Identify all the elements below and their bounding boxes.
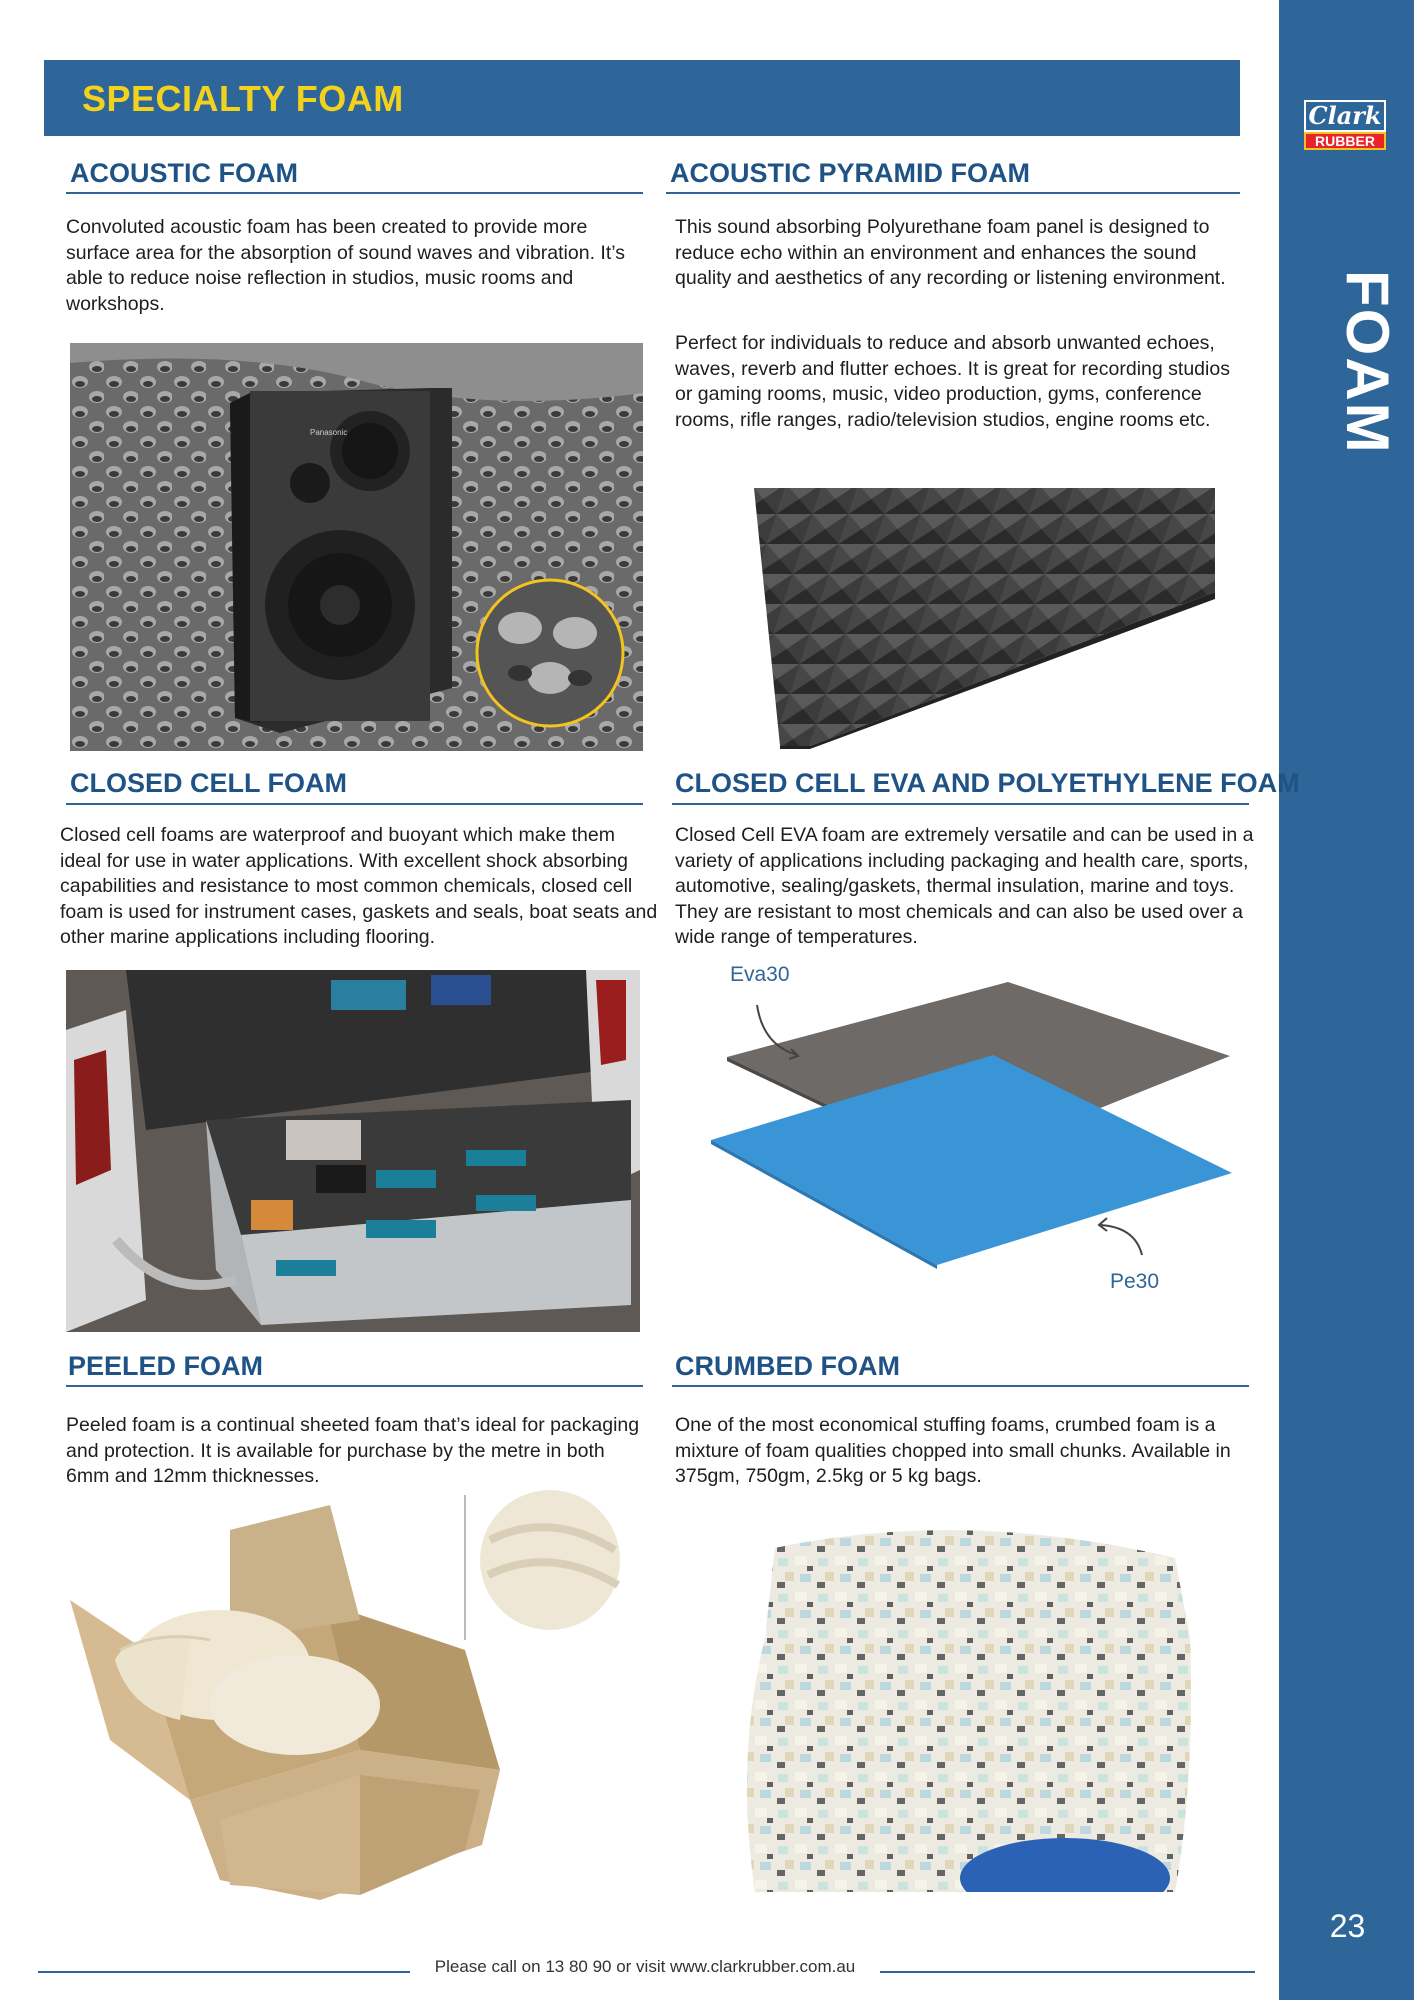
acoustic-text: Convoluted acoustic foam has been created to provide more surface area for the absorption of sound waves and vibration. It’s able to reduce noise reflection in studios, music rooms and workshops. bbox=[66, 216, 625, 315]
crumbed-foam-bag-photo bbox=[735, 1518, 1202, 1892]
page-number: 23 bbox=[1329, 1908, 1366, 1944]
page-title: SPECIALTY FOAM bbox=[82, 78, 404, 119]
section-title-peeled: PEELED FOAM bbox=[68, 1351, 264, 1381]
pyramid-text-1: This sound absorbing Polyurethane foam panel is designed to reduce echo within an environment and enhances the sound quality and aesthetics of any recording or listening environment. bbox=[675, 216, 1226, 289]
footer-contact: Please call on 13 80 90 or visit www.clarkrubber.com.au bbox=[410, 1957, 880, 1977]
pyramid-text-2: Perfect for individuals to reduce and absorb unwanted echoes, waves, reverb and flutter echoes. It is great for recording studios or gaming rooms, music, video production, gyms, conference rooms, rifle ranges, radio/television studios, engine rooms etc. bbox=[675, 332, 1230, 431]
speaker-brand: Panasonic bbox=[310, 428, 348, 437]
eva-pe-sheets-photo bbox=[705, 965, 1260, 1335]
peeled-text: Peeled foam is a continual sheeted foam that’s ideal for packaging and protection. It is available for purchase by the metre in both 6mm and 12mm thicknesses. bbox=[66, 1414, 640, 1487]
clark-rubber-logo bbox=[1304, 100, 1386, 150]
section-title-eva: CLOSED CELL EVA AND POLYETHYLENE FOAM bbox=[675, 768, 1300, 798]
section-rule bbox=[672, 803, 1249, 805]
closed-cell-text: Closed cell foams are waterproof and buoyant which make them ideal for use in water applications. With excellent shock absorbing capabilities and resistance to most common chemicals, closed cell foam is used for instrument cases, gaskets and seals, boat seats and other marine applications including flooring. bbox=[60, 824, 658, 948]
section-rule bbox=[66, 803, 643, 805]
crumbed-text: One of the most economical stuffing foams, crumbed foam is a mixture of foam qualities chopped into small chunks. Available in 375gm, 750gm, 2.5kg or 5 kg bags. bbox=[675, 1414, 1231, 1487]
peeled-foam-box-photo bbox=[70, 1490, 620, 1900]
section-rule bbox=[66, 1385, 643, 1387]
pe30-label: Pe30 bbox=[1110, 1270, 1160, 1293]
section-title-pyramid: ACOUSTIC PYRAMID FOAM bbox=[670, 158, 1030, 188]
section-rule bbox=[666, 192, 1240, 194]
van-drawer-photo bbox=[66, 970, 640, 1332]
section-rule bbox=[66, 192, 643, 194]
section-rule bbox=[672, 1385, 1249, 1387]
eva30-label: Eva30 bbox=[730, 963, 790, 986]
section-title-crumbed: CRUMBED FOAM bbox=[675, 1351, 900, 1381]
logo-word-rubber: RUBBER bbox=[1304, 132, 1386, 150]
vertical-title: FOAM bbox=[1334, 270, 1401, 455]
pyramid-foam-photo bbox=[750, 484, 1215, 749]
acoustic-foam-photo bbox=[70, 343, 643, 751]
logo-word-clark: Clark bbox=[1304, 100, 1386, 132]
section-title-acoustic: ACOUSTIC FOAM bbox=[70, 158, 298, 188]
eva-text: Closed Cell EVA foam are extremely versatile and can be used in a variety of applications including packaging and health care, sports, automotive, sealing/gaskets, thermal insulation, marine and toys. They are resistant to most chemicals and can also be used over a wide range of temperatures. bbox=[675, 824, 1254, 948]
section-title-closed-cell: CLOSED CELL FOAM bbox=[70, 768, 348, 798]
